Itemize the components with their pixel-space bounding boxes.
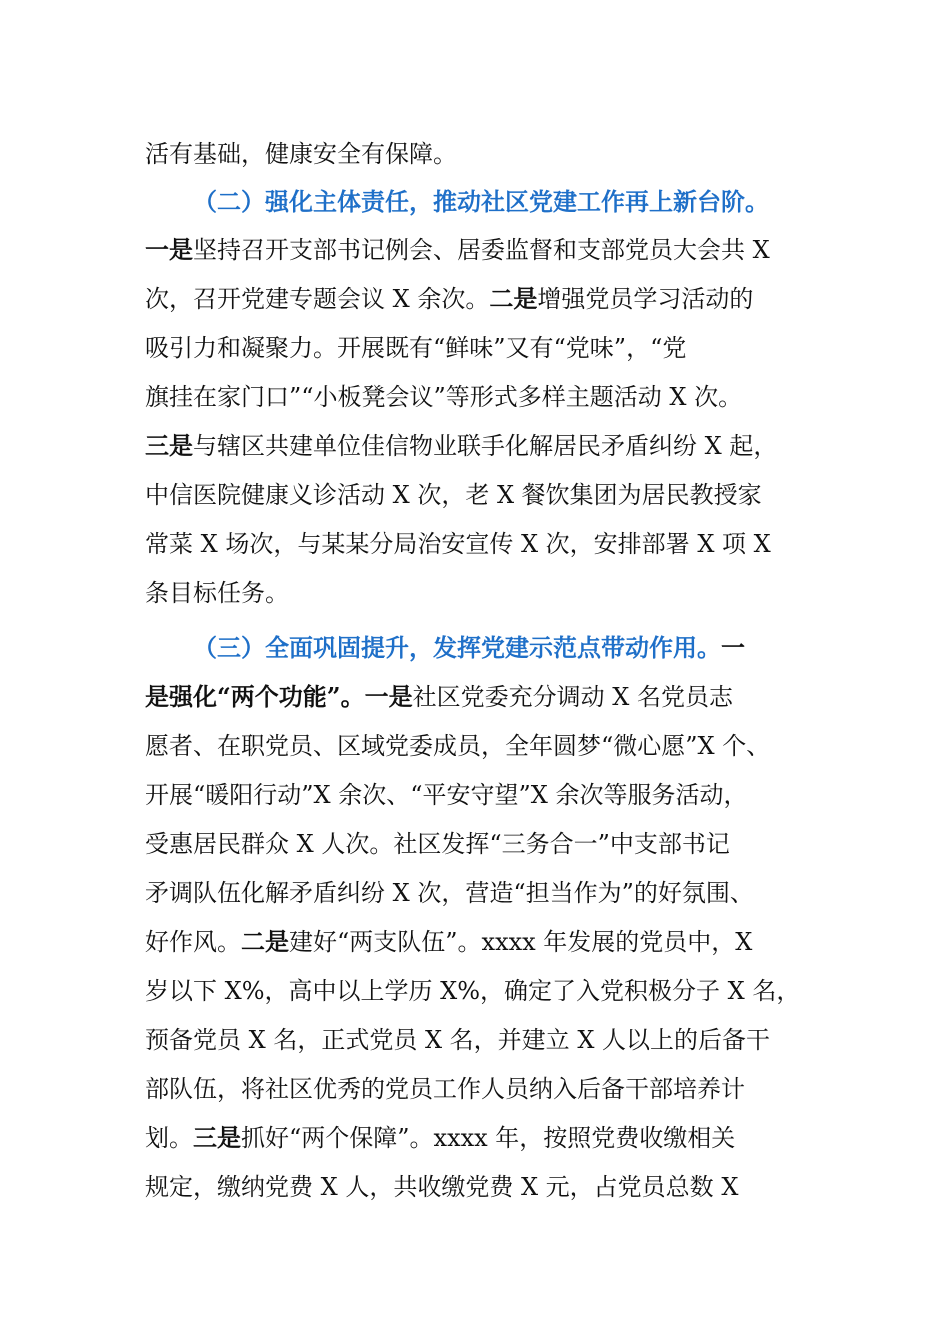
section-heading-2 xyxy=(0,182,950,222)
text-line xyxy=(0,775,950,815)
body-text: 抓好“两个保障”。xxxx 年，按照党费收缴相关 xyxy=(241,1124,736,1152)
text-line xyxy=(0,1167,950,1207)
bold-lead: 二是 xyxy=(241,927,289,956)
body-text: 条目标任务。 xyxy=(145,579,289,607)
text-line xyxy=(0,279,950,319)
body-text: 岁以下 X%，高中以上学历 X%，确定了入党积极分子 X 名， xyxy=(145,977,801,1005)
text-line xyxy=(0,824,950,864)
text-line xyxy=(0,475,950,515)
text-line xyxy=(0,524,950,564)
bold-lead: 二是 xyxy=(489,284,538,313)
bold-lead: 三是 xyxy=(193,1123,241,1152)
body-text: 与辖区共建单位佳信物业联手化解居民矛盾纠纷 X 起， xyxy=(193,432,778,460)
body-text: 社区党委充分调动 X 名党员志 xyxy=(412,683,733,711)
text-line xyxy=(0,873,950,913)
text-line xyxy=(0,726,950,766)
heading-text: （三）全面巩固提升，发挥党建示范点带动作用。 xyxy=(193,633,721,662)
body-text: 部队伍，将社区优秀的党员工作人员纳入后备干部培养计 xyxy=(145,1075,745,1103)
text-line xyxy=(0,1118,950,1158)
bold-lead: 三是 xyxy=(145,431,193,460)
text-line xyxy=(0,573,950,613)
text-line xyxy=(0,230,950,270)
bold-lead: 一是 xyxy=(145,235,193,264)
body-text: 矛调队伍化解矛盾纠纷 X 次，营造“担当作为”的好氛围、 xyxy=(145,879,754,907)
body-text: 开展“暖阳行动”X 余次、“平安守望”X 余次等服务活动， xyxy=(145,781,748,809)
text-line xyxy=(0,677,950,717)
bold-lead: 一 xyxy=(721,633,745,662)
body-text: 吸引力和凝聚力。开展既有“鲜味”又有“党味”，“党 xyxy=(145,334,687,362)
body-text: 划。 xyxy=(145,1124,193,1152)
body-text: 预备党员 X 名，正式党员 X 名，并建立 X 人以上的后备干 xyxy=(145,1026,771,1054)
text-line xyxy=(0,1020,950,1060)
text-line xyxy=(0,134,950,174)
body-text: 建好“两支队伍”。xxxx 年发展的党员中，X xyxy=(289,928,753,956)
body-text: 愿者、在职党员、区域党委成员，全年圆梦“微心愿”X 个、 xyxy=(145,732,771,760)
body-text: 次，召开党建专题会议 X 余次。 xyxy=(145,285,490,313)
body-text: 中信医院健康义诊活动 X 次，老 X 餐饮集团为居民教授家 xyxy=(145,481,762,509)
text-line xyxy=(0,971,950,1011)
body-text: 常菜 X 场次，与某某分局治安宣传 X 次，安排部署 X 项 X xyxy=(145,530,771,558)
body-text: 活有基础，健康安全有保障。 xyxy=(145,140,457,168)
body-text: 坚持召开支部书记例会、居委监督和支部党员大会共 X xyxy=(193,236,770,264)
body-text: 好作风。 xyxy=(145,928,241,956)
heading-text: （二）强化主体责任，推动社区党建工作再上新台阶。 xyxy=(193,187,769,216)
section-heading-3 xyxy=(0,628,950,668)
text-line xyxy=(0,1069,950,1109)
text-line xyxy=(0,426,950,466)
body-text: 规定，缴纳党费 X 人，共收缴党费 X 元，占党员总数 X xyxy=(145,1173,739,1201)
bold-lead: 是强化“两个功能”。一是 xyxy=(145,682,413,711)
body-text: 旗挂在家门口”“小板凳会议”等形式多样主题活动 X 次。 xyxy=(145,383,743,411)
text-line xyxy=(0,328,950,368)
text-line xyxy=(0,922,950,962)
body-text: 受惠居民群众 X 人次。社区发挥“三务合一”中支部书记 xyxy=(145,830,730,858)
text-line xyxy=(0,377,950,417)
body-text: 增强党员学习活动的 xyxy=(537,285,754,313)
